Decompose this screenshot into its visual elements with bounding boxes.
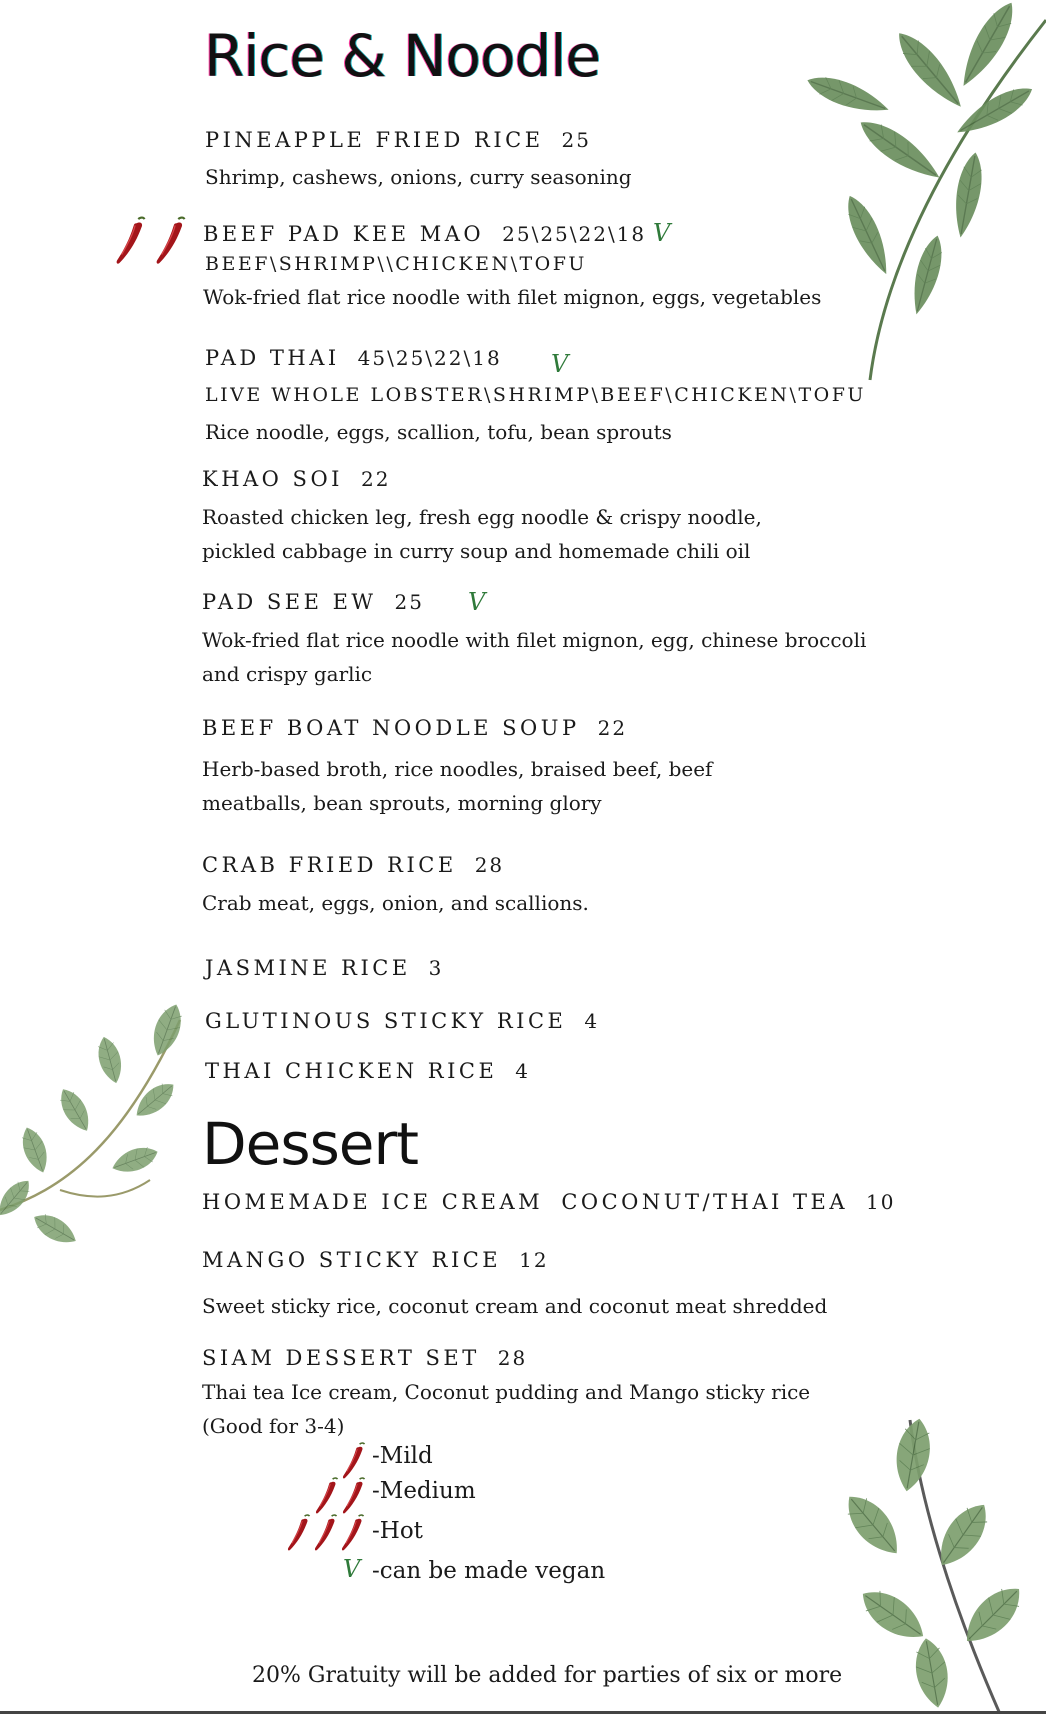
menu-item-description: Rice noodle, eggs, scallion, tofu, bean sprouts bbox=[205, 420, 672, 444]
menu-item-name: THAI CHICKEN RICE 4 bbox=[205, 1059, 531, 1083]
leaf-branch-decoration bbox=[850, 1420, 1046, 1714]
menu-item-price: 4 bbox=[515, 1059, 531, 1083]
section-title-rice-noodle: Rice & Noodle bbox=[204, 22, 601, 90]
menu-item-name: PINEAPPLE FRIED RICE 25 bbox=[205, 128, 591, 152]
legend-hot: -Hot bbox=[372, 1518, 423, 1544]
menu-item-price: 12 bbox=[519, 1248, 549, 1272]
menu-item-name: BEEF BOAT NOODLE SOUP 22 bbox=[202, 716, 628, 740]
chili-pepper-icon bbox=[340, 1513, 366, 1553]
legend-vegan: -can be made vegan bbox=[372, 1558, 606, 1584]
menu-item-price: 22 bbox=[597, 716, 628, 740]
menu-item-description: Wok-fried flat rice noodle with filet mignon, egg, chinese broccoli and crispy garlic bbox=[202, 628, 867, 686]
menu-item-name: SIAM DESSERT SET 28 bbox=[202, 1346, 528, 1370]
menu-item-description: Wok-fried flat rice noodle with filet mignon, eggs, vegetables bbox=[203, 285, 822, 309]
menu-item-price: 28 bbox=[497, 1346, 528, 1370]
chili-pepper-icon bbox=[341, 1476, 367, 1516]
legend-medium: -Medium bbox=[372, 1478, 476, 1504]
menu-item-description: Thai tea Ice cream, Coconut pudding and Mango sticky rice bbox=[202, 1380, 811, 1404]
chili-pepper-icon bbox=[341, 1441, 367, 1481]
menu-item-price: 45\25\22\18 bbox=[357, 346, 502, 370]
menu-item-price: 4 bbox=[584, 1009, 600, 1033]
menu-item-price: 25\25\22\18 bbox=[502, 222, 647, 246]
menu-item-name: MANGO STICKY RICE 12 bbox=[202, 1248, 549, 1272]
menu-item-name: KHAO SOI 22 bbox=[202, 467, 391, 491]
vegan-symbol: V bbox=[551, 350, 569, 378]
menu-item-price: 3 bbox=[428, 956, 444, 980]
leaf-branch-decoration bbox=[810, 0, 1046, 380]
menu-item-name: HOMEMADE ICE CREAM COCONUT/THAI TEA 10 bbox=[202, 1190, 896, 1214]
section-title-dessert: Dessert bbox=[202, 1110, 419, 1178]
menu-item-name: PAD SEE EW 25 bbox=[202, 590, 424, 614]
leaf-branch-decoration bbox=[0, 1000, 190, 1270]
legend-mild: -Mild bbox=[372, 1443, 433, 1469]
menu-item-description: Herb-based broth, rice noodles, braised beef, beef meatballs, bean sprouts, morning glory bbox=[202, 757, 713, 815]
menu-item-options: LIVE WHOLE LOBSTER\SHRIMP\BEEF\CHICKEN\TOFU bbox=[205, 384, 866, 406]
menu-item-description: Crab meat, eggs, onion, and scallions. bbox=[202, 891, 589, 915]
vegan-symbol: V bbox=[343, 1555, 361, 1583]
menu-item-note: (Good for 3-4) bbox=[202, 1414, 345, 1438]
chili-pepper-icon bbox=[155, 215, 187, 267]
menu-item-name: CRAB FRIED RICE 28 bbox=[202, 853, 505, 877]
chili-pepper-icon bbox=[286, 1513, 312, 1553]
menu-item-name: JASMINE RICE 3 bbox=[205, 956, 444, 980]
menu-item-price: 22 bbox=[360, 467, 391, 491]
menu-item-description: Shrimp, cashews, onions, curry seasoning bbox=[205, 165, 632, 189]
menu-item-price: 28 bbox=[474, 853, 505, 877]
gratuity-note: 20% Gratuity will be added for parties of six or more bbox=[252, 1663, 843, 1688]
menu-item-price: 25 bbox=[394, 590, 424, 614]
chili-pepper-icon bbox=[313, 1513, 339, 1553]
menu-item-name: BEEF PAD KEE MAO 25\25\22\18 bbox=[203, 222, 647, 246]
chili-pepper-icon bbox=[115, 215, 147, 267]
menu-item-flavor: COCONUT/THAI TEA bbox=[561, 1190, 848, 1214]
menu-item-description: Roasted chicken leg, fresh egg noodle & crispy noodle, pickled cabbage in curry soup and homemade chili oil bbox=[202, 505, 762, 563]
menu-item-name: PAD THAI 45\25\22\18 bbox=[205, 346, 502, 370]
menu-item-price: 25 bbox=[561, 128, 591, 152]
vegan-symbol: V bbox=[653, 219, 671, 247]
menu-item-options: BEEF\SHRIMP\\CHICKEN\TOFU bbox=[205, 253, 587, 275]
menu-item-name: GLUTINOUS STICKY RICE 4 bbox=[205, 1009, 600, 1033]
menu-item-description: Sweet sticky rice, coconut cream and coconut meat shredded bbox=[202, 1294, 828, 1318]
vegan-symbol: V bbox=[468, 588, 486, 616]
menu-item-price: 10 bbox=[866, 1190, 896, 1214]
chili-pepper-icon bbox=[314, 1476, 340, 1516]
